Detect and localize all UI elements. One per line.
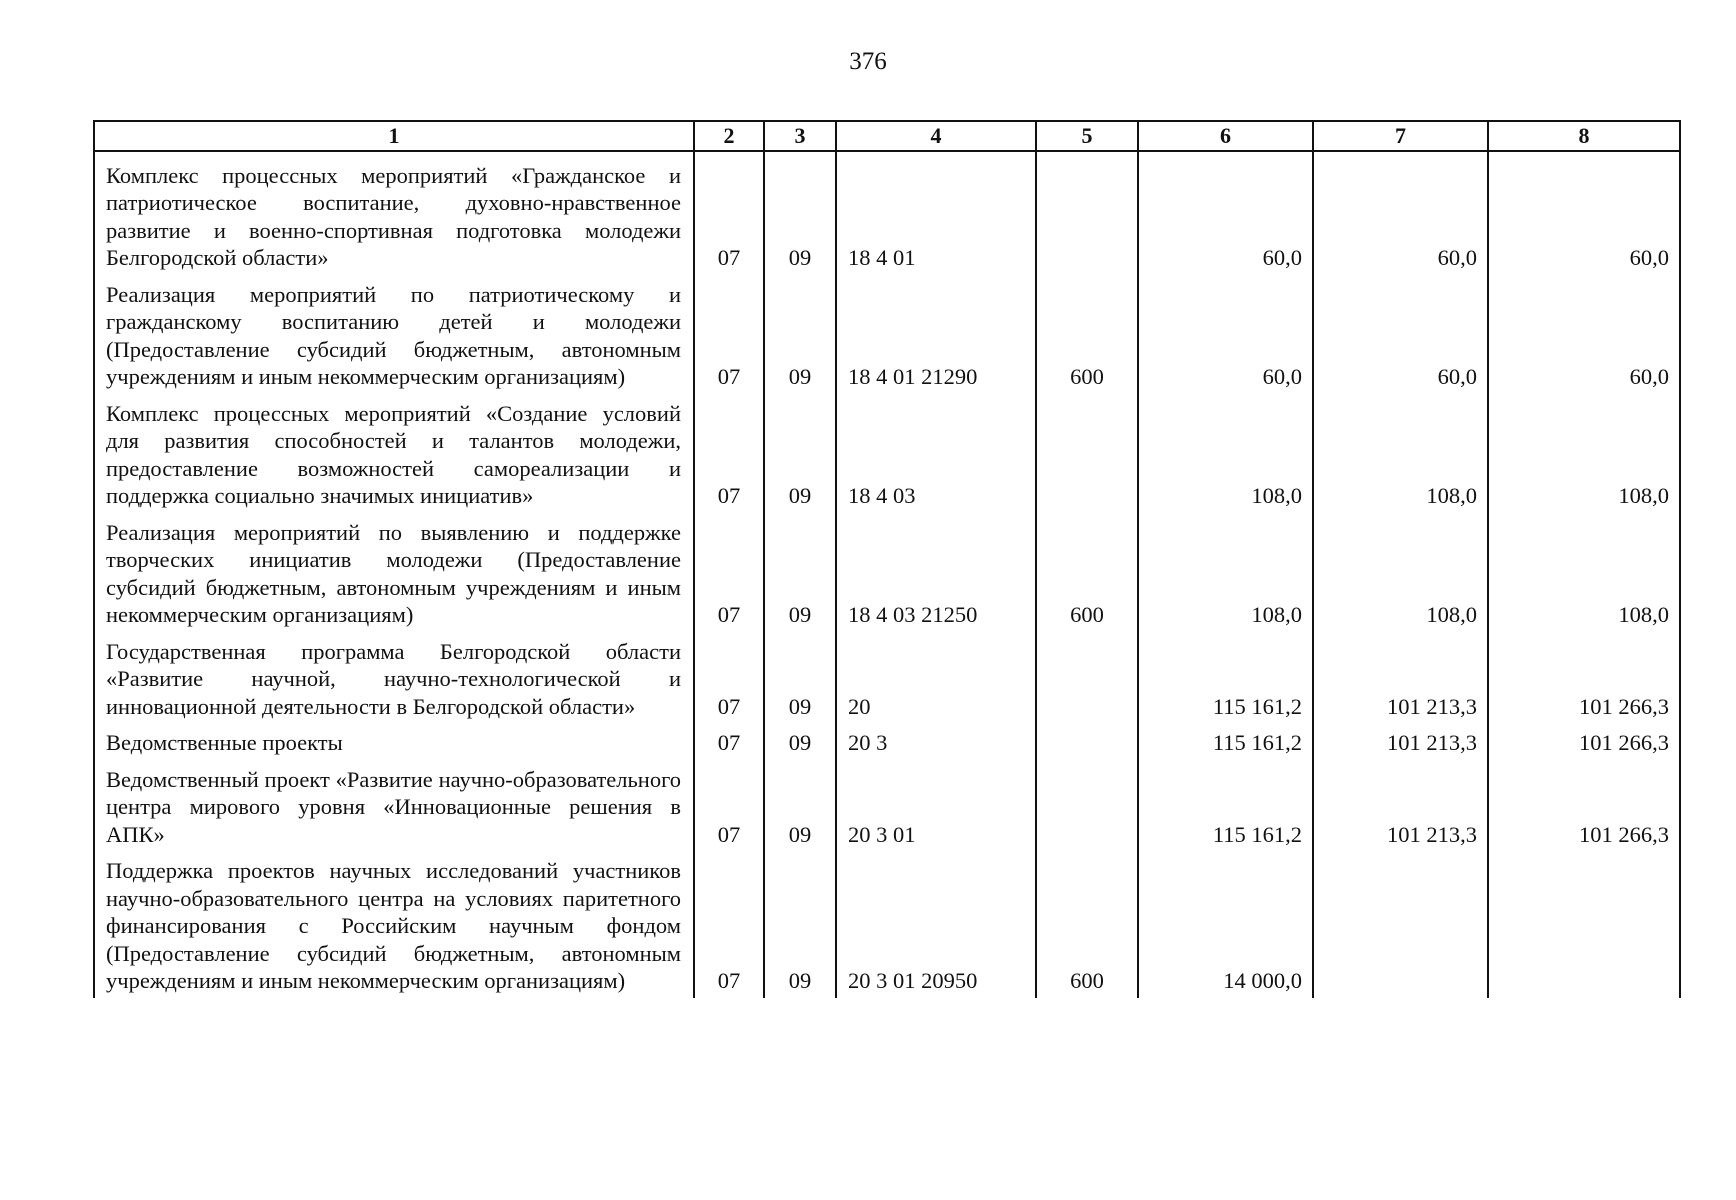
row-amount-col8: 101 266,3	[1488, 723, 1680, 760]
row-target-article: 18 4 01 21290	[836, 275, 1036, 394]
table-row	[94, 513, 1680, 632]
row-section: 07	[694, 151, 764, 275]
row-amount-col6: 115 161,2	[1138, 760, 1313, 852]
table-row	[94, 632, 1680, 724]
row-subsection: 09	[764, 851, 836, 998]
row-expense-type	[1036, 151, 1138, 275]
row-amount-col6: 115 161,2	[1138, 632, 1313, 724]
table-row	[94, 394, 1680, 513]
row-amount-col6: 108,0	[1138, 513, 1313, 632]
row-amount-col6: 115 161,2	[1138, 723, 1313, 760]
row-section: 07	[694, 851, 764, 998]
page-number: 376	[849, 48, 887, 75]
row-expense-type: 600	[1036, 275, 1138, 394]
row-expense-type	[1036, 760, 1138, 852]
header-cell-7: 7	[1313, 121, 1488, 151]
row-subsection: 09	[764, 760, 836, 852]
header-cell-2: 2	[694, 121, 764, 151]
header-cell-1: 1	[94, 121, 694, 151]
row-amount-col7: 60,0	[1313, 275, 1488, 394]
row-expense-type: 600	[1036, 513, 1138, 632]
row-subsection: 09	[764, 275, 836, 394]
header-row	[94, 121, 1680, 151]
row-amount-col7: 101 213,3	[1313, 632, 1488, 724]
row-section: 07	[694, 632, 764, 724]
row-name: Реализация мероприятий по патриотическому и гражданскому воспитанию детей и молодежи (Предоставление субсидий бюджетным, автономным учреждениям и иным некоммерческим организациям)	[94, 275, 694, 394]
row-expense-type: 600	[1036, 851, 1138, 998]
row-expense-type	[1036, 632, 1138, 724]
row-target-article: 18 4 01	[836, 151, 1036, 275]
budget-table	[93, 120, 1681, 998]
row-name: Ведомственный проект «Развитие научно-образовательного центра мирового уровня «Инновационные решения в АПК»	[94, 760, 694, 852]
row-name: Комплекс процессных мероприятий «Гражданское и патриотическое воспитание, духовно-нравственное развитие и военно-спортивная подготовка молодежи Белгородской области»	[94, 151, 694, 275]
row-name: Государственная программа Белгородской области «Развитие научной, научно-технологической и инновационной деятельности в Белгородской области»	[94, 632, 694, 724]
row-name: Поддержка проектов научных исследований участников научно-образовательного центра на условиях паритетного финансирования с Российским научным фондом (Предоставление субсидий бюджетным, автономным учреждениям и иным некоммерческим организациям)	[94, 851, 694, 998]
row-amount-col8: 60,0	[1488, 151, 1680, 275]
row-amount-col6: 14 000,0	[1138, 851, 1313, 998]
row-amount-col8: 108,0	[1488, 513, 1680, 632]
row-amount-col8: 108,0	[1488, 394, 1680, 513]
row-subsection: 09	[764, 723, 836, 760]
row-amount-col8: 101 266,3	[1488, 632, 1680, 724]
header-cell-8: 8	[1488, 121, 1680, 151]
table-row	[94, 275, 1680, 394]
row-subsection: 09	[764, 394, 836, 513]
row-section: 07	[694, 275, 764, 394]
row-amount-col8	[1488, 851, 1680, 998]
table-row	[94, 760, 1680, 852]
row-amount-col8: 101 266,3	[1488, 760, 1680, 852]
header-cell-4: 4	[836, 121, 1036, 151]
row-subsection: 09	[764, 513, 836, 632]
row-amount-col8: 60,0	[1488, 275, 1680, 394]
row-amount-col6: 60,0	[1138, 275, 1313, 394]
row-target-article: 20 3 01 20950	[836, 851, 1036, 998]
row-target-article: 20	[836, 632, 1036, 724]
header-cell-3: 3	[764, 121, 836, 151]
row-expense-type	[1036, 394, 1138, 513]
row-name: Ведомственные проекты	[94, 723, 694, 760]
row-section: 07	[694, 723, 764, 760]
table-row	[94, 723, 1680, 760]
row-name: Комплекс процессных мероприятий «Создание условий для развития способностей и талантов молодежи, предоставление возможностей самореализации и поддержка социально значимых инициатив»	[94, 394, 694, 513]
row-amount-col6: 108,0	[1138, 394, 1313, 513]
row-section: 07	[694, 394, 764, 513]
row-amount-col6: 60,0	[1138, 151, 1313, 275]
row-amount-col7: 108,0	[1313, 513, 1488, 632]
row-amount-col7: 60,0	[1313, 151, 1488, 275]
row-section: 07	[694, 760, 764, 852]
row-section: 07	[694, 513, 764, 632]
header-cell-5: 5	[1036, 121, 1138, 151]
row-target-article: 20 3 01	[836, 760, 1036, 852]
row-expense-type	[1036, 723, 1138, 760]
row-subsection: 09	[764, 151, 836, 275]
header-cell-6: 6	[1138, 121, 1313, 151]
row-amount-col7	[1313, 851, 1488, 998]
row-target-article: 18 4 03	[836, 394, 1036, 513]
row-amount-col7: 101 213,3	[1313, 723, 1488, 760]
row-target-article: 20 3	[836, 723, 1036, 760]
row-amount-col7: 101 213,3	[1313, 760, 1488, 852]
row-amount-col7: 108,0	[1313, 394, 1488, 513]
row-target-article: 18 4 03 21250	[836, 513, 1036, 632]
table-row	[94, 851, 1680, 998]
row-subsection: 09	[764, 632, 836, 724]
row-name: Реализация мероприятий по выявлению и поддержке творческих инициатив молодежи (Предоставление субсидий бюджетным, автономным учреждениям и иным некоммерческим организациям)	[94, 513, 694, 632]
table-row	[94, 151, 1680, 275]
